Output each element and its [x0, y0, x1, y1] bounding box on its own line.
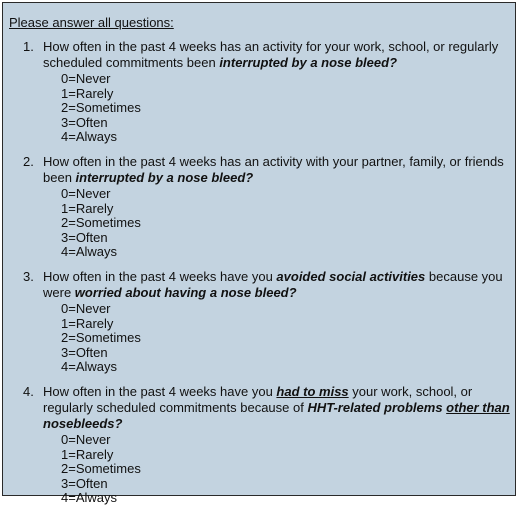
question-4	[23, 384, 515, 506]
answer-option: 3=Often	[61, 344, 108, 360]
question-1-number: 1.	[23, 39, 34, 54]
instructions-heading: Please answer all questions:	[9, 15, 174, 30]
question-2-emphasis: interrupted by a nose bleed?	[75, 170, 254, 185]
question-4-text: 4. How often in the past 4 weeks have you had to miss your work, school, or regularly scheduled commitments because of HHT-related problems other than nosebleeds?	[23, 384, 510, 431]
question-1-emphasis: interrupted by a nose bleed?	[219, 55, 398, 70]
question-4-number: 4.	[23, 384, 34, 399]
question-2	[23, 154, 515, 260]
question-1-text: 1. How often in the past 4 weeks has an activity for your work, school, or regularly scheduled commitments been interrupted by a nose bleed?	[23, 39, 499, 70]
answer-option: 3=Often	[61, 114, 108, 130]
answer-option: 2=Sometimes	[61, 461, 141, 476]
answer-option: 1=Rarely	[61, 446, 114, 462]
question-4-answers	[61, 433, 515, 506]
question-2-number: 2.	[23, 154, 34, 169]
question-4-emphasis-c: other than	[446, 400, 510, 415]
answer-option: 0=Never	[61, 71, 111, 86]
question-4-emphasis-d: nosebleeds?	[43, 416, 123, 431]
answer-option: 2=Sometimes	[61, 330, 141, 345]
answer-option: 4=Always	[61, 359, 117, 374]
answer-option: 1=Rarely	[61, 200, 114, 216]
answer-option: 4=Always	[61, 244, 117, 259]
question-3-text: 3. How often in the past 4 weeks have you avoided social activities because you were worried about having a nose bleed?	[23, 269, 503, 300]
question-3-answers	[61, 302, 515, 375]
question-4-emphasis-a: had to miss	[276, 384, 349, 399]
question-3-emphasis-b: worried about having a nose bleed?	[74, 285, 297, 300]
answer-option: 1=Rarely	[61, 315, 114, 331]
answer-option: 2=Sometimes	[61, 215, 141, 230]
question-3-number: 3.	[23, 269, 34, 284]
question-2-answers	[61, 187, 515, 260]
question-4-emphasis-b: HHT-related problems	[307, 400, 447, 415]
question-1-answers	[61, 72, 515, 145]
answer-option: 2=Sometimes	[61, 100, 141, 115]
question-3-emphasis-a: avoided social activities	[276, 269, 426, 284]
answer-option: 1=Rarely	[61, 85, 114, 101]
answer-option: 3=Often	[61, 229, 108, 245]
answer-option: 4=Always	[61, 129, 117, 144]
answer-option: 0=Never	[61, 301, 111, 316]
answer-option: 0=Never	[61, 186, 111, 201]
answer-option: 4=Always	[61, 490, 117, 505]
answer-option: 3=Often	[61, 475, 108, 491]
question-3	[23, 269, 515, 375]
question-2-text: 2. How often in the past 4 weeks has an activity with your partner, family, or friends been interrupted by a nose bleed?	[23, 154, 504, 185]
questionnaire-panel	[2, 2, 516, 505]
question-1	[23, 39, 515, 145]
answer-option: 0=Never	[61, 432, 111, 447]
